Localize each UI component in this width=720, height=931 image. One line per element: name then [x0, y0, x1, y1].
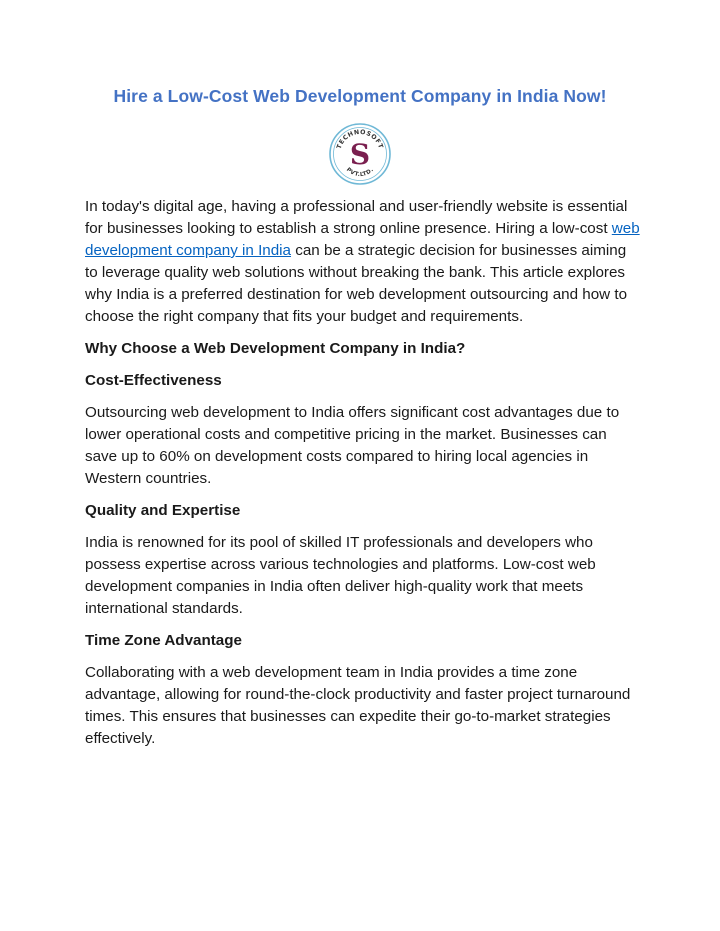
subheading-cost-effectiveness: Cost-Effectiveness	[85, 372, 222, 389]
logo-bottom-text: PVT.LTD.	[344, 166, 376, 179]
page-title: Hire a Low-Cost Web Development Company in India Now!	[113, 86, 607, 106]
subheading-time-zone: Time Zone Advantage	[85, 632, 242, 649]
paragraph-quality-expertise: India is renowned for its pool of skilled IT professionals and developers who possess expertise across various technologies and platforms. Low-cost web development companies in India often deliver high-quality work that meets international standards.	[85, 534, 596, 617]
subheading-quality-expertise: Quality and Expertise	[85, 502, 241, 519]
logo-top-text: TECHNOSOFT	[335, 128, 385, 150]
logo-letter: S	[349, 138, 371, 171]
technosoft-logo	[328, 122, 392, 186]
section-heading: Why Choose a Web Development Company in India?	[85, 340, 466, 357]
paragraph-cost-effectiveness: Outsourcing web development to India offers significant cost advantages due to lower operational costs and competitive pricing in the market. Businesses can save up to 60% on development costs compared to hiring local agencies in Western countries.	[85, 404, 620, 487]
paragraph-time-zone: Collaborating with a web development team in India provides a time zone advantage, allowing for round-the-clock productivity and faster project turnaround times. This ensures that businesses can expedite their go-to-market strategies effectively.	[85, 664, 631, 747]
web-development-link[interactable]: web development company in India	[85, 220, 640, 259]
intro-paragraph: In today's digital age, having a professional and user-friendly website is essential for businesses looking to establish a strong online presence. Hiring a low-cost web development company in India can be a strategic decision for businesses aiming to leverage quality web solutions without breaking the bank. This article explores why India is a preferred destination for web development outsourcing and how to choose the right company that fits your budget and requirements.	[85, 198, 640, 325]
article-body	[85, 196, 640, 760]
